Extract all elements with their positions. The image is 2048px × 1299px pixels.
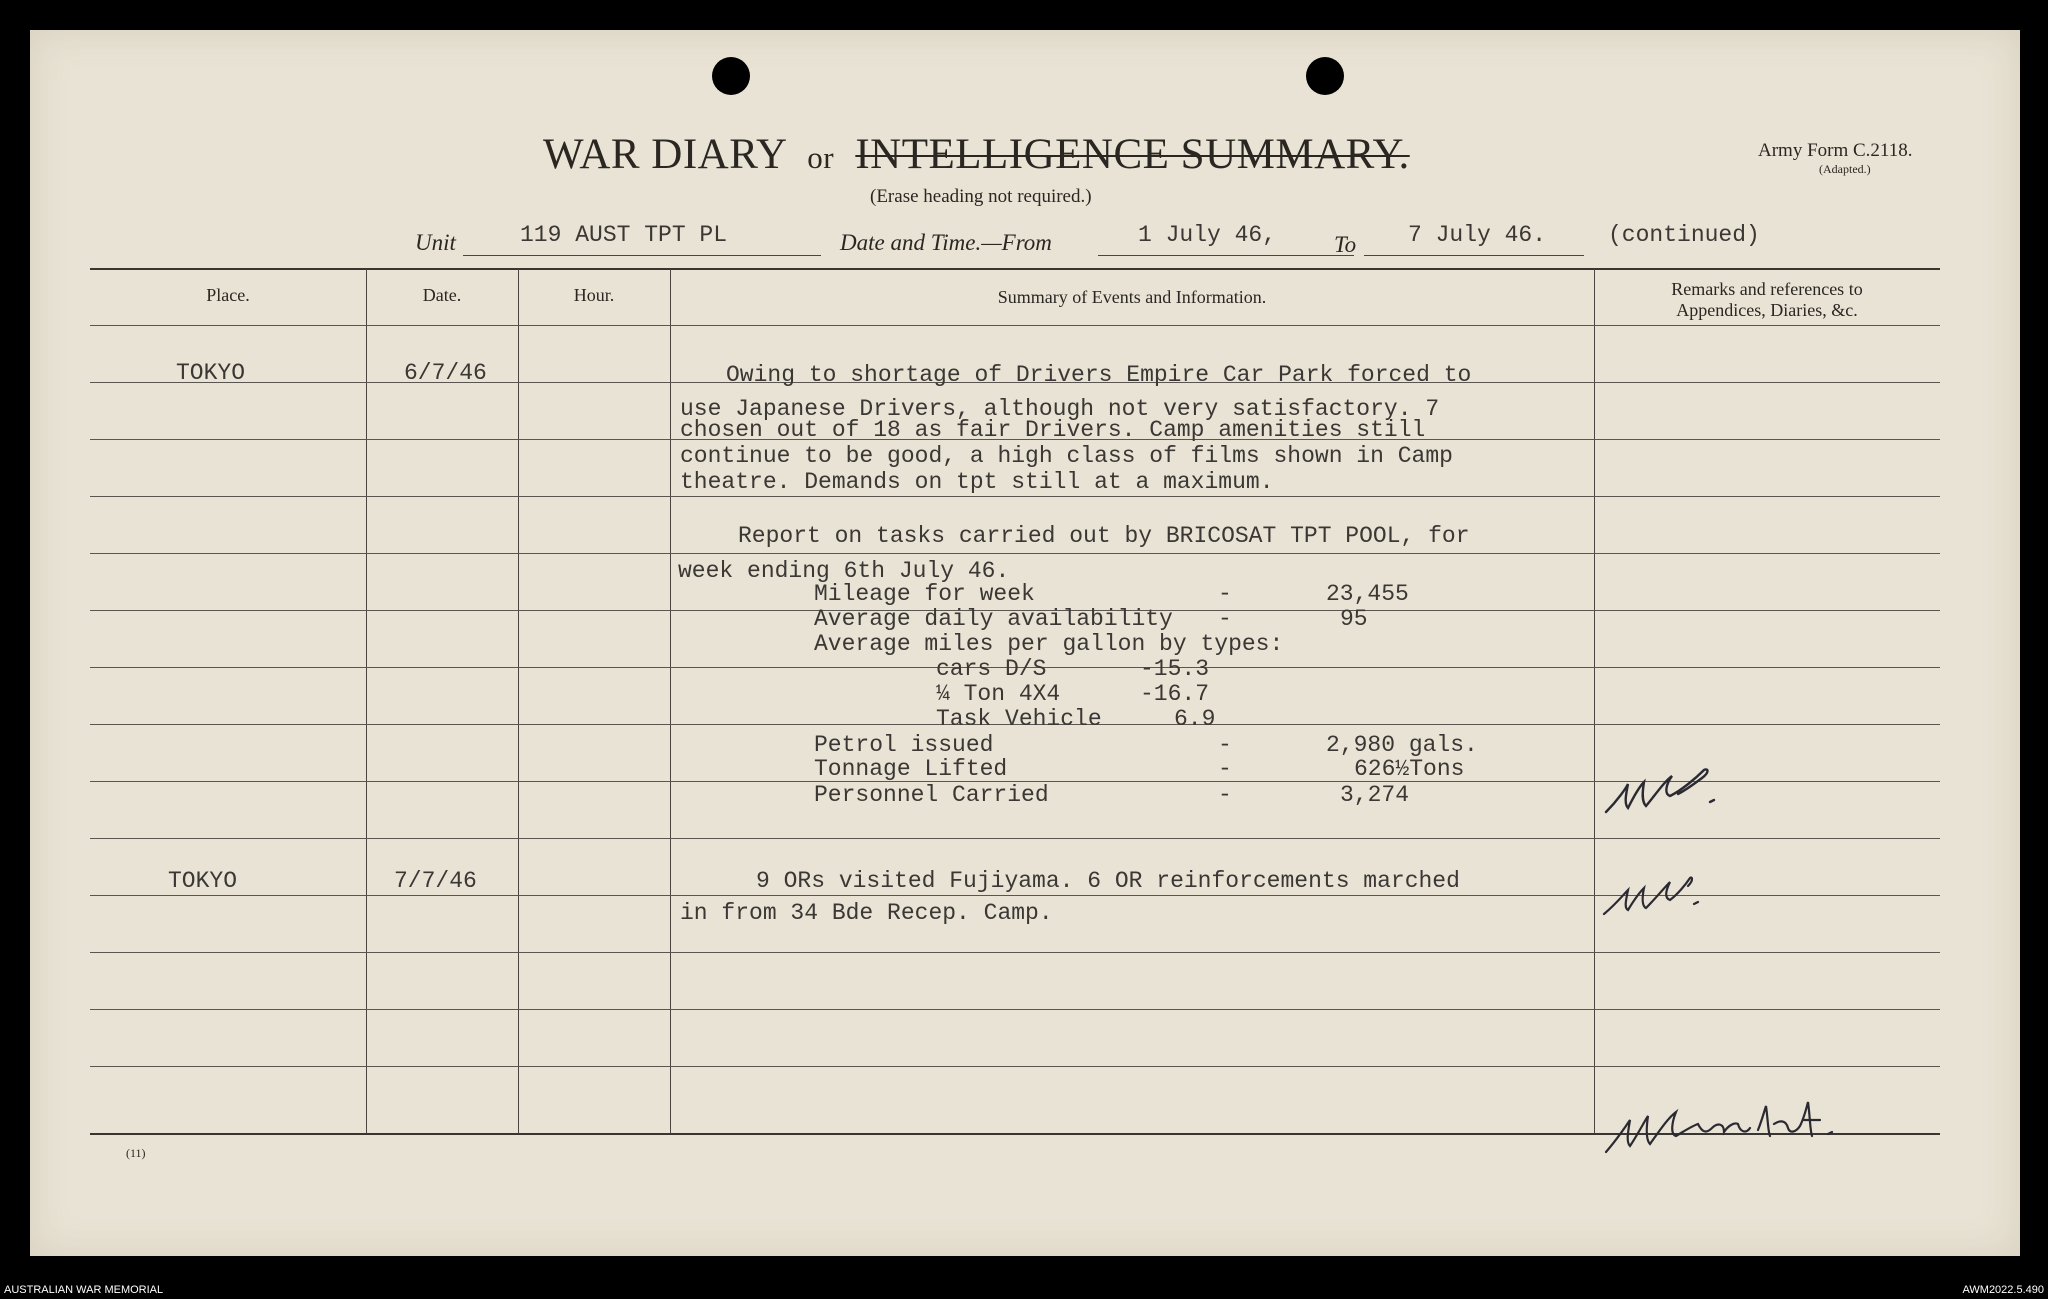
table-top-border [90,268,1940,270]
unit-label: Unit [415,230,456,255]
continued-note: (continued) [1608,222,1760,248]
stat-value: 2,980 gals. [1326,732,1478,758]
header-date: Date. [422,285,462,305]
stat-label: Average daily availability [814,606,1173,632]
type-label: cars D/S [936,656,1047,682]
stat-label: Tonnage Lifted [814,756,1008,782]
entry1-line: week ending 6th July 46. [678,558,1010,584]
header-remarks-line1: Remarks and references to [1671,279,1863,299]
unit-value: 119 AUST TPT PL [520,222,728,248]
punch-hole-left [712,57,750,95]
divider-date-hour [518,269,519,1133]
erase-note: (Erase heading not required.) [870,186,1092,207]
rule [90,1066,1940,1067]
type-value: -16.7 [1140,681,1210,707]
stat-dash: - [1218,606,1232,632]
entry1-date: 6/7/46 [404,360,487,386]
entry2-line: 9 ORs visited Fujiyama. 6 OR reinforcements marched [756,868,1460,894]
diary-page [30,30,2020,1256]
stat-dash: - [1218,782,1232,808]
rule [90,553,1940,554]
entry1-line: Owing to shortage of Drivers Empire Car Park forced to [726,362,1472,388]
date-from-label: Date and Time.—From [840,230,1052,255]
stat-dash: - [1218,756,1232,782]
entry2-place: TOKYO [168,868,238,894]
rule [90,952,1940,953]
header-hour: Hour. [573,285,615,305]
type-label: Task Vehicle [936,706,1102,732]
form-number: (11) [126,1146,146,1160]
entry2-line: in from 34 Bde Recep. Camp. [680,900,1053,926]
stat-value: 23,455 [1326,581,1409,607]
entry1-line: theatre. Demands on tpt still at a maximum. [680,469,1274,495]
entry1-place: TOKYO [176,360,246,386]
entry2-date: 7/7/46 [394,868,477,894]
title-or: or [807,140,835,175]
header-rule [90,325,1940,326]
header-remarks-line2: Appendices, Diaries, &c. [1676,300,1858,320]
footer-credit: AUSTRALIAN WAR MEMORIAL [4,1284,164,1296]
stat-value: 626½Tons [1354,756,1465,782]
stat-value: 3,274 [1340,782,1410,808]
stat-label: Mileage for week [814,581,1035,607]
army-form-number: Army Form C.2118. [1758,140,1913,161]
type-value: -15.3 [1140,656,1210,682]
divider-place-date [366,269,367,1133]
punch-hole-right [1306,57,1344,95]
stat-dash: - [1218,581,1232,607]
officer-signature [1598,1090,1898,1160]
type-value: 6.9 [1174,706,1216,732]
entry1-line: continue to be good, a high class of films shown in Camp [680,443,1453,469]
initials-signature-2 [1598,870,1738,920]
entry1-line: Report on tasks carried out by BRICOSAT TPT POOL, for [738,523,1470,549]
entry1-line: use Japanese Drivers, although not very satisfactory. 7 [680,396,1440,422]
rule [90,1009,1940,1010]
stat-value: 95 [1340,606,1368,632]
from-date-value: 1 July 46, [1138,222,1277,248]
divider-summary-remarks [1594,269,1595,1133]
footer-accession-number: AWM2022.5.490 [1962,1284,2044,1296]
divider-hour-summary [670,269,671,1133]
header-summary: Summary of Events and Information. [997,287,1267,307]
header-place: Place. [206,285,250,305]
page-title [543,130,1410,179]
adapted-note: (Adapted.) [1819,162,1871,176]
to-date-value: 7 July 46. [1408,222,1547,248]
stat-dash: - [1218,732,1232,758]
to-label: To [1334,232,1357,257]
stat-label: Average miles per gallon by types: [814,631,1284,657]
entry1-line: chosen out of 18 as fair Drivers. Camp amenities still [680,417,1426,443]
type-label: ¼ Ton 4X4 [936,681,1061,707]
initials-signature-1 [1598,760,1778,820]
stat-label: Personnel Carried [814,782,1049,808]
rule [90,838,1940,839]
rule [90,496,1940,497]
title-struck-intelligence-summary: INTELLIGENCE SUMMARY. [855,131,1410,178]
title-war-diary: WAR DIARY [543,131,786,178]
stat-label: Petrol issued [814,732,994,758]
